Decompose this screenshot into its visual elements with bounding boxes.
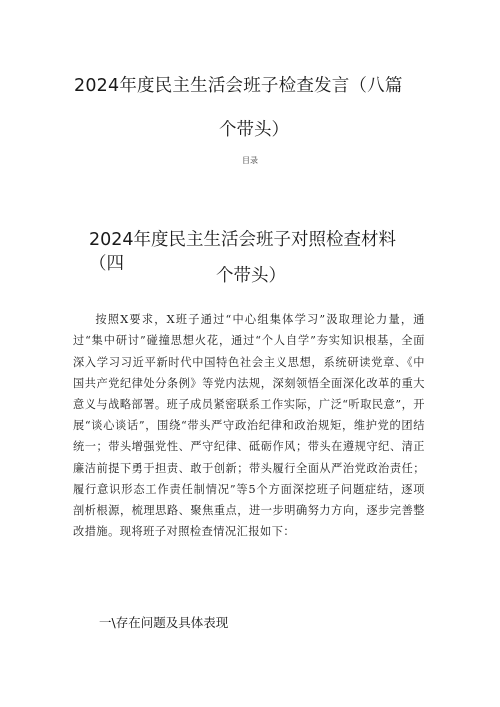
document-title: 2024年度民主生活会班子检查发言（八篇	[74, 76, 403, 96]
body-paragraph: 按照X要求，X班子通过“中心组集体学习”汲取理论力量，通过“集中研讨”碰撞思想火花，通过“个人自学”夯实知识根基，全面深入学习习近平新时代中国特色社会主义思想，系统研读党章、《中国共产党纪律处分条例》等党内法规，深刻领悟全面深化改革的重大意义与战略部署。班子成员紧密联系工作实际，广泛“听取民意”，开展“谈心谈话”，围绕“带头严守政治纪律和政治规矩，维护党的团结统一；带头增强党性、严守纪律、砥砺作风；带头在遵规守纪、清正廉洁前提下勇于担责、敢于创新；带头履行全面从严治党政治责任；履行意识形态工作责任制情况”等5个方面深挖班子问题症结，逐项剖析根源，梳理思路、聚焦重点，进一步明确努力方向，逐步完善整改措施。现将班子对照检查情况汇报如下：	[73, 313, 425, 539]
document-title-continuation: 个带头）	[219, 120, 289, 140]
section-heading-1: 一\存在问题及具体表现	[99, 615, 229, 630]
section-title: 2024年度民主生活会班子对照检查材料（四	[89, 230, 397, 274]
table-of-contents-label: 目录	[242, 156, 258, 165]
section-title-continuation: 个带头）	[216, 266, 286, 286]
